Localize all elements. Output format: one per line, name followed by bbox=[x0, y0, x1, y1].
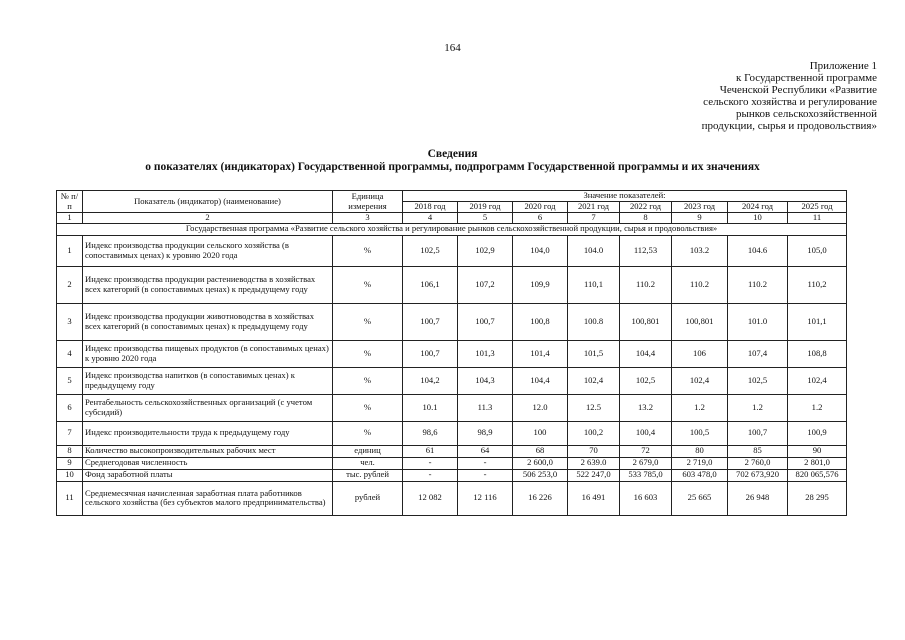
row-value: 104.0 bbox=[568, 235, 620, 266]
row-value: 16 603 bbox=[620, 481, 672, 515]
row-value: - bbox=[403, 469, 458, 481]
column-number: 10 bbox=[728, 213, 788, 224]
row-number: 5 bbox=[57, 367, 83, 394]
row-number: 8 bbox=[57, 445, 83, 457]
row-value: 102,4 bbox=[788, 367, 847, 394]
row-value: 26 948 bbox=[728, 481, 788, 515]
row-number: 11 bbox=[57, 481, 83, 515]
row-value: 109,9 bbox=[513, 266, 568, 303]
row-number: 4 bbox=[57, 340, 83, 367]
row-value: 110.2 bbox=[728, 266, 788, 303]
row-value: 104,4 bbox=[513, 367, 568, 394]
header-year: 2018 год bbox=[403, 202, 458, 213]
row-value: 72 bbox=[620, 445, 672, 457]
row-value: 603 478,0 bbox=[672, 469, 728, 481]
header-name: Показатель (индикатор) (наименование) bbox=[83, 191, 333, 213]
row-indicator-name: Индекс производства продукции сельского хозяйства (в сопоставимых ценах) к уровню 2020 года bbox=[83, 235, 333, 266]
row-number: 10 bbox=[57, 469, 83, 481]
table-row bbox=[57, 303, 847, 340]
row-value: 12.5 bbox=[568, 394, 620, 421]
header-year: 2019 год bbox=[458, 202, 513, 213]
row-number: 3 bbox=[57, 303, 83, 340]
appendix-line: сельского хозяйства и регулирование bbox=[703, 96, 877, 108]
title-line-2: о показателях (индикаторах) Государственной программы, подпрограмм Государственной программы и их значениях bbox=[145, 161, 760, 173]
row-value: 102,4 bbox=[568, 367, 620, 394]
row-value: 110.2 bbox=[672, 266, 728, 303]
program-row: Государственная программа «Развитие сельского хозяйства и регулирование рынков сельскохозяйственной продукции, сырья и продовольствия» bbox=[57, 223, 847, 235]
column-number: 9 bbox=[672, 213, 728, 224]
row-indicator-name: Индекс производства продукции животноводства в хозяйствах всех категорий (в сопоставимых ценах) к предыдущему году bbox=[83, 303, 333, 340]
row-value: 13.2 bbox=[620, 394, 672, 421]
table-row bbox=[57, 457, 847, 469]
row-unit: единиц bbox=[333, 445, 403, 457]
row-value: 100,801 bbox=[672, 303, 728, 340]
row-value: - bbox=[403, 457, 458, 469]
row-number: 9 bbox=[57, 457, 83, 469]
column-number: 1 bbox=[57, 213, 83, 224]
column-number: 2 bbox=[83, 213, 333, 224]
table-row bbox=[57, 235, 847, 266]
header-year: 2022 год bbox=[620, 202, 672, 213]
row-number: 2 bbox=[57, 266, 83, 303]
row-value: 90 bbox=[788, 445, 847, 457]
table-row bbox=[57, 445, 847, 457]
row-value: 100.8 bbox=[568, 303, 620, 340]
row-value: 101,1 bbox=[788, 303, 847, 340]
row-value: - bbox=[458, 457, 513, 469]
row-value: 110,2 bbox=[788, 266, 847, 303]
appendix-line: Чеченской Республики «Развитие bbox=[719, 84, 877, 96]
row-number: 1 bbox=[57, 235, 83, 266]
row-number: 7 bbox=[57, 421, 83, 445]
row-unit: тыс. рублей bbox=[333, 469, 403, 481]
row-value: 2 639.0 bbox=[568, 457, 620, 469]
row-value: 533 785,0 bbox=[620, 469, 672, 481]
row-value: 104,0 bbox=[513, 235, 568, 266]
header-year: 2025 год bbox=[788, 202, 847, 213]
page-number: 164 bbox=[444, 42, 461, 54]
row-indicator-name: Количество высокопроизводительных рабочих мест bbox=[83, 445, 333, 457]
row-value: 98,9 bbox=[458, 421, 513, 445]
header-year: 2021 год bbox=[568, 202, 620, 213]
row-value: 100,801 bbox=[620, 303, 672, 340]
row-indicator-name: Среднемесячная начисленная заработная плата работников сельского хозяйства (без субъектов малого предпринимательства) bbox=[83, 481, 333, 515]
header-year: 2023 год bbox=[672, 202, 728, 213]
column-number: 6 bbox=[513, 213, 568, 224]
row-value: 100,7 bbox=[728, 421, 788, 445]
row-value: 101,4 bbox=[513, 340, 568, 367]
row-value: 2 801,0 bbox=[788, 457, 847, 469]
row-value: 16 226 bbox=[513, 481, 568, 515]
row-value: 102,9 bbox=[458, 235, 513, 266]
row-value: 12 082 bbox=[403, 481, 458, 515]
row-value: 80 bbox=[672, 445, 728, 457]
row-value: 102,5 bbox=[620, 367, 672, 394]
row-value: 70 bbox=[568, 445, 620, 457]
header-year: 2024 год bbox=[728, 202, 788, 213]
row-value: 100,8 bbox=[513, 303, 568, 340]
row-unit: % bbox=[333, 266, 403, 303]
appendix-line: Приложение 1 bbox=[809, 60, 877, 72]
row-value: 11.3 bbox=[458, 394, 513, 421]
row-value: 100,7 bbox=[403, 303, 458, 340]
header-no: № п/п bbox=[57, 191, 83, 213]
row-value: 64 bbox=[458, 445, 513, 457]
row-unit: % bbox=[333, 421, 403, 445]
row-value: 12 116 bbox=[458, 481, 513, 515]
row-value: 506 253,0 bbox=[513, 469, 568, 481]
column-number: 5 bbox=[458, 213, 513, 224]
row-value: 106,1 bbox=[403, 266, 458, 303]
header-year: 2020 год bbox=[513, 202, 568, 213]
row-value: 110.2 bbox=[620, 266, 672, 303]
table-row bbox=[57, 266, 847, 303]
appendix-line: рынков сельскохозяйственной bbox=[735, 108, 877, 120]
row-value: 112,53 bbox=[620, 235, 672, 266]
row-value: 104.6 bbox=[728, 235, 788, 266]
table-row bbox=[57, 469, 847, 481]
table-row bbox=[57, 421, 847, 445]
row-value: 101.0 bbox=[728, 303, 788, 340]
table-row bbox=[57, 340, 847, 367]
column-number: 8 bbox=[620, 213, 672, 224]
table-row bbox=[57, 367, 847, 394]
row-value: 108,8 bbox=[788, 340, 847, 367]
column-number: 7 bbox=[568, 213, 620, 224]
row-value: 10.1 bbox=[403, 394, 458, 421]
row-indicator-name: Фонд заработной платы bbox=[83, 469, 333, 481]
row-value: 102,4 bbox=[672, 367, 728, 394]
appendix-line: к Государственной программе bbox=[736, 72, 877, 84]
row-value: 104,3 bbox=[458, 367, 513, 394]
header-values: Значение показателей: bbox=[403, 191, 847, 202]
row-value: 68 bbox=[513, 445, 568, 457]
row-value: 100,7 bbox=[458, 303, 513, 340]
row-value: 107,4 bbox=[728, 340, 788, 367]
column-number: 3 bbox=[333, 213, 403, 224]
row-value: 100,7 bbox=[403, 340, 458, 367]
row-value: 820 065,576 bbox=[788, 469, 847, 481]
row-value: 102,5 bbox=[728, 367, 788, 394]
row-unit: % bbox=[333, 303, 403, 340]
column-number: 11 bbox=[788, 213, 847, 224]
row-unit: % bbox=[333, 394, 403, 421]
row-indicator-name: Индекс производства продукции растениеводства в хозяйствах всех категорий (в сопоставимых ценах) к предыдущему году bbox=[83, 266, 333, 303]
column-number: 4 bbox=[403, 213, 458, 224]
row-value: 101,3 bbox=[458, 340, 513, 367]
row-value: 106 bbox=[672, 340, 728, 367]
row-value: 100,5 bbox=[672, 421, 728, 445]
row-value: 2 600,0 bbox=[513, 457, 568, 469]
row-value: 16 491 bbox=[568, 481, 620, 515]
row-value: 2 760,0 bbox=[728, 457, 788, 469]
row-unit: чел. bbox=[333, 457, 403, 469]
table-row bbox=[57, 394, 847, 421]
row-value: 104,4 bbox=[620, 340, 672, 367]
row-unit: рублей bbox=[333, 481, 403, 515]
row-indicator-name: Индекс производительности труда к предыдущему году bbox=[83, 421, 333, 445]
row-value: 100,9 bbox=[788, 421, 847, 445]
row-value: 12.0 bbox=[513, 394, 568, 421]
appendix-line: продукции, сырья и продовольствия» bbox=[701, 120, 877, 132]
indicators-table bbox=[56, 190, 847, 516]
row-indicator-name: Среднегодовая численность bbox=[83, 457, 333, 469]
row-unit: % bbox=[333, 235, 403, 266]
document-title bbox=[0, 148, 905, 174]
row-value: 28 295 bbox=[788, 481, 847, 515]
row-value: 85 bbox=[728, 445, 788, 457]
row-value: 102,5 bbox=[403, 235, 458, 266]
row-value: - bbox=[458, 469, 513, 481]
table-row bbox=[57, 481, 847, 515]
row-value: 25 665 bbox=[672, 481, 728, 515]
row-value: 100,4 bbox=[620, 421, 672, 445]
row-value: 110,1 bbox=[568, 266, 620, 303]
row-value: 522 247,0 bbox=[568, 469, 620, 481]
row-value: 1.2 bbox=[672, 394, 728, 421]
row-value: 105,0 bbox=[788, 235, 847, 266]
row-value: 101,5 bbox=[568, 340, 620, 367]
row-value: 103.2 bbox=[672, 235, 728, 266]
row-indicator-name: Рентабельность сельскохозяйственных организаций (с учетом субсидий) bbox=[83, 394, 333, 421]
row-value: 104,2 bbox=[403, 367, 458, 394]
row-indicator-name: Индекс производства напитков (в сопоставимых ценах) к предыдущему году bbox=[83, 367, 333, 394]
row-value: 2 719,0 bbox=[672, 457, 728, 469]
row-indicator-name: Индекс производства пищевых продуктов (в сопоставимых ценах) к уровню 2020 года bbox=[83, 340, 333, 367]
title-line-1: Сведения bbox=[427, 148, 478, 160]
row-value: 1.2 bbox=[788, 394, 847, 421]
row-unit: % bbox=[333, 340, 403, 367]
row-value: 61 bbox=[403, 445, 458, 457]
row-value: 2 679,0 bbox=[620, 457, 672, 469]
row-number: 6 bbox=[57, 394, 83, 421]
row-value: 100,2 bbox=[568, 421, 620, 445]
appendix-block bbox=[617, 60, 877, 132]
row-value: 702 673,920 bbox=[728, 469, 788, 481]
row-unit: % bbox=[333, 367, 403, 394]
row-value: 1.2 bbox=[728, 394, 788, 421]
row-value: 98,6 bbox=[403, 421, 458, 445]
row-value: 107,2 bbox=[458, 266, 513, 303]
row-value: 100 bbox=[513, 421, 568, 445]
header-unit: Единица измерения bbox=[333, 191, 403, 213]
